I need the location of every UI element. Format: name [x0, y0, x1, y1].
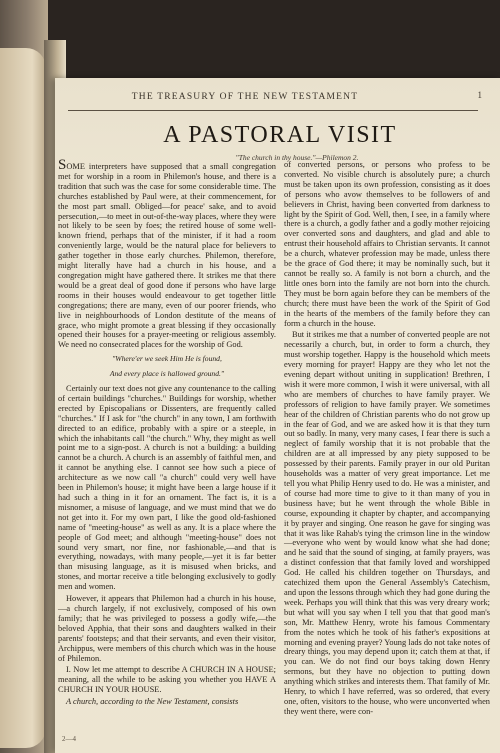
paragraph: Certainly our text does not give any countenance to the calling of certain buildings "churches." Buildings for worship, whether erected by Episcopalians or Dissenters, are frequently called "churches." If I ask for "the church" in any town, I am forthwith directed to an edifice, probably with a spire or a steeple, in which the inhabitants call "the church." Why, they might as well point me to a sign-post. A church is not a building: a building cannot be a church. A church is an assembly of faithful men, and it cannot be anything else. I cannot see how such a piece of architecture as we now call "a church" could very well have been in Philemon's house; it might have been a large house if it had such a thing in it for an ornament. The fact is, it is a misnomer, a misuse of language, and we must mind that we do not get into it. For my own part, I like the good old-fashioned name of "meeting-house" as well as any. It is a place where the people of God meet; and although "meeting-house" does not sound very smart, nor fine, nor fashionable,—and that is everything, nowadays, with many people,—yet it is far better than misusing language, as it is misused when bricks, and stones, and mortar receive a title belonging exclusively to godly men and women.	[58, 384, 276, 592]
page-number: 1	[477, 90, 482, 100]
paragraph: A church, according to the New Testament, consists	[66, 697, 239, 707]
header-rule	[68, 110, 478, 111]
left-page-edge	[0, 48, 46, 748]
poem-line: And every place is hallowed ground."	[109, 369, 225, 379]
right-column	[284, 160, 490, 719]
paragraph: I. Now let me attempt to describe A CHURCH IN A HOUSE; meaning, all the while to be asking you whether you HAVE A CHURCH IN YOUR HOUSE.	[58, 665, 276, 695]
paragraph: However, it appears that Philemon had a church in his house,—a church largely, if not exclusively, composed of his own family; that he was privileged to possess a godly wife,—the beloved Apphia, that their sons and daughters walked in their parents' footsteps; and that their servants, and even their visitor, Archippus, were members of this church which was in the house of Philemon.	[58, 594, 276, 663]
running-head: THE TREASURY OF THE NEW TESTAMENT	[131, 92, 359, 102]
paragraph: But it strikes me that a number of converted people are not necessarily a church, but, in order to form a church, they must worship together. Happy is the household which meets every morning for prayer! Happy are they who let not the evening depart without uniting in supplication! Brethren, I wish it were more common, I wish it were universal, with all who are members of churches to have family prayer. We professors of religion to have family prayer. We sometimes hear of the children of Christian parents who do not grow up in the fear of God, and we are asked how it is that they turn out so badly. In many, very many cases, I fear there is such a neglect of family worship that it is not probable that the children are at all impressed by any piety supposed to be possessed by their parents. Family prayer in our old Puritan households was a matter of very great importance. Let me tell you what Philip Henry used to do. He was a minister, and of course had more time to give to it than many of you in business have; but he went through the whole Bible in course, expounding it chapter by chapter, and accompanying it by prayer and singing. One reason he gave for singing was that it was like Rahab's tying the crimson line in the window—everyone who went by would know what she had done; and he said that the sound of singing, at family prayers, was a distinct confession that that family loved and worshipped God. He called his children together on Thursdays, and catechized them upon the General Assembly's Catechism, and upon the lessons through which they had gone during the week. Perhaps you will think that this was very dreary work; but what will you say when I tell you that that good man's son, Mr. Matthew Henry, wrote his famous Commentary from the notes which he took of his father's expositions at morning and evening prayer? Young lads do not take notes of dreary things, you may depend upon it; catch them at that, if you can. We do not find our boys taking down Henry sermons, but they have no objection to putting down anything which strikes and interests them. That family of Mr. Henry, to which I have referred, was so ordered, that every one, often, visitors to the house, who were unconverted when they went there, were con-	[284, 330, 490, 716]
paragraph: of converted persons, or persons who profess to be converted. No visible church is absolutely pure; a church must be taken upon its own profession, consisting as it does of persons who avow themselves to be followers of and believers in Christ, having been converted from darkness to light by the Spirit of God. Well, then, I see, in a family where there is a church, a godly father and a godly mother rejoicing over converted sons and daughters, and glad and able to entrust their household affairs to Christian servants. It cannot be a church, whatever profession may be made, unless there be the grace of God there; it may be nominally such, but it cannot be really so. A family is not born a church, and the little ones born into the family are not born into the church. They must be born again before they can be members of the church; there must have been the work of the Spirit of God in the hearts of the members of the family before they can form a church in the house.	[284, 160, 490, 328]
signature-mark: 2—4	[62, 735, 76, 743]
chapter-title: A PASTORAL VISIT	[163, 122, 397, 148]
paragraph	[58, 157, 276, 350]
paragraph-text: OME interpreters have supposed that a small congregation met for worship in a room in Philemon's house, and there is a tradition that such was the case for some considerable time. The churches established by Paul were, at their commencement, for the most part small. Obliged—for peace' sake, and to avoid persecution,—to meet in out-of-the-way places, where they were not likely to be seen by foes; the retired house of some well-known friend, perhaps that of the minister, if it had a room conveniently large, would be the natural place for believers to gather together in those early churches. Philemon, therefore, might literally have had a church in his house, and a congregation might have gathered there. It strikes me that there would be a great deal of good done if persons who have large rooms in their houses would endeavour to get together little congregations; there are many, even of our poorer friends, who live in neighbourhoods of London destitute of the means of grace, who might promote a great blessing if they occasionally opened their houses for a prayer-meeting or religious assembly. We need no consecrated places for the worship of God.	[58, 162, 276, 350]
epigraph: "The church in thy house."—Philemon 2.	[235, 153, 359, 162]
poem-line: "Where'er we seek Him He is found,	[112, 354, 222, 364]
drop-cap: S	[58, 157, 67, 173]
left-column	[58, 157, 276, 709]
